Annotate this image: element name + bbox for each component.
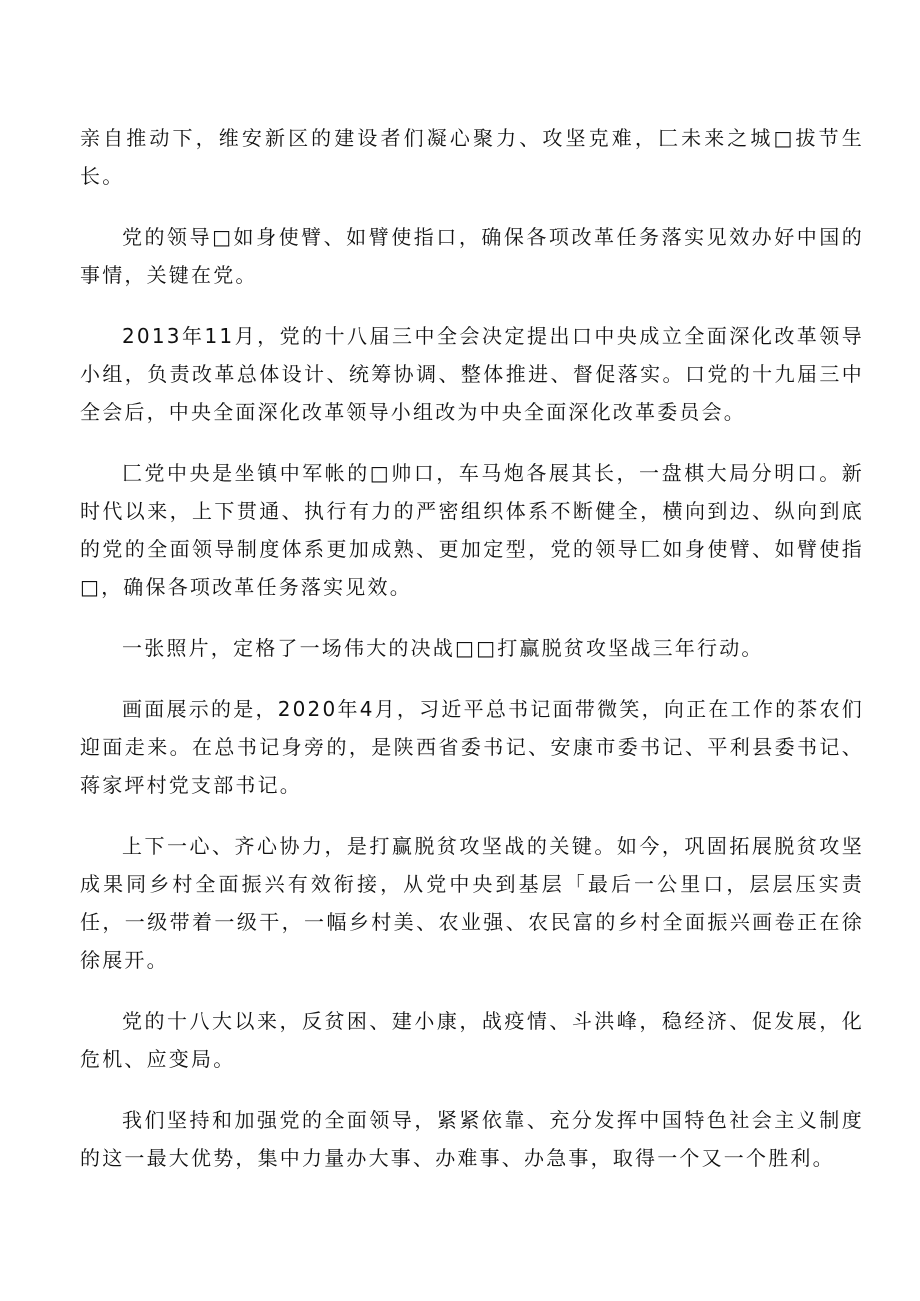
- paragraph-1: 亲自推动下，维安新区的建设者们凝心聚力、攻坚克难，匚未来之城□拔节生长。: [80, 126, 864, 188]
- paragraph-6: 画面展示的是，2020年4月，习近平总书记面带微笑，向正在工作的茶农们迎面走来。在总书记身旁的，是陕西省委书记、安康市委书记、平利县委书记、蒋家坪村党支部书记。: [80, 697, 864, 797]
- paragraph-7: 上下一心、齐心协力，是打赢脱贫攻坚战的关键。如今，巩固拓展脱贫攻坚成果同乡村全面振兴有效衔接，从党中央到基层「最后一公里口，层层压实责任，一级带着一级干，一幅乡村美、农业强、农民富的乡村全面振兴画卷正在徐徐展开。: [80, 834, 864, 972]
- paragraph-2: 党的领导□如身使臂、如臂使指口，确保各项改革任务落实见效办好中国的事情，关键在党。: [80, 225, 864, 287]
- paragraph-4: 匚党中央是坐镇中军帐的□帅口，车马炮各展其长，一盘棋大局分明口。新时代以来，上下贯通、执行有力的严密组织体系不断健全，横向到边、纵向到底的党的全面领导制度体系更加成熟、更加定型，党的领导匚如身使臂、如臂使指□，确保各项改革任务落实见效。: [80, 461, 864, 599]
- paragraph-5: 一张照片，定格了一场伟大的决战□□打赢脱贫攻坚战三年行动。: [122, 636, 764, 660]
- paragraph-3: 2013年11月，党的十八届三中全会决定提出口中央成立全面深化改革领导小组，负责改革总体设计、统筹协调、整体推进、督促落实。口党的十九届三中全会后，中央全面深化改革领导小组改为中央全面深化改革委员会。: [80, 324, 864, 424]
- paragraph-8: 党的十八大以来，反贫困、建小康，战疫情、斗洪峰，稳经济、促发展，化危机、应变局。: [80, 1009, 864, 1071]
- paragraph-9: 我们坚持和加强党的全面领导，紧紧依靠、充分发挥中国特色社会主义制度的这一最大优势，集中力量办大事、办难事、办急事，取得一个又一个胜利。: [80, 1108, 864, 1170]
